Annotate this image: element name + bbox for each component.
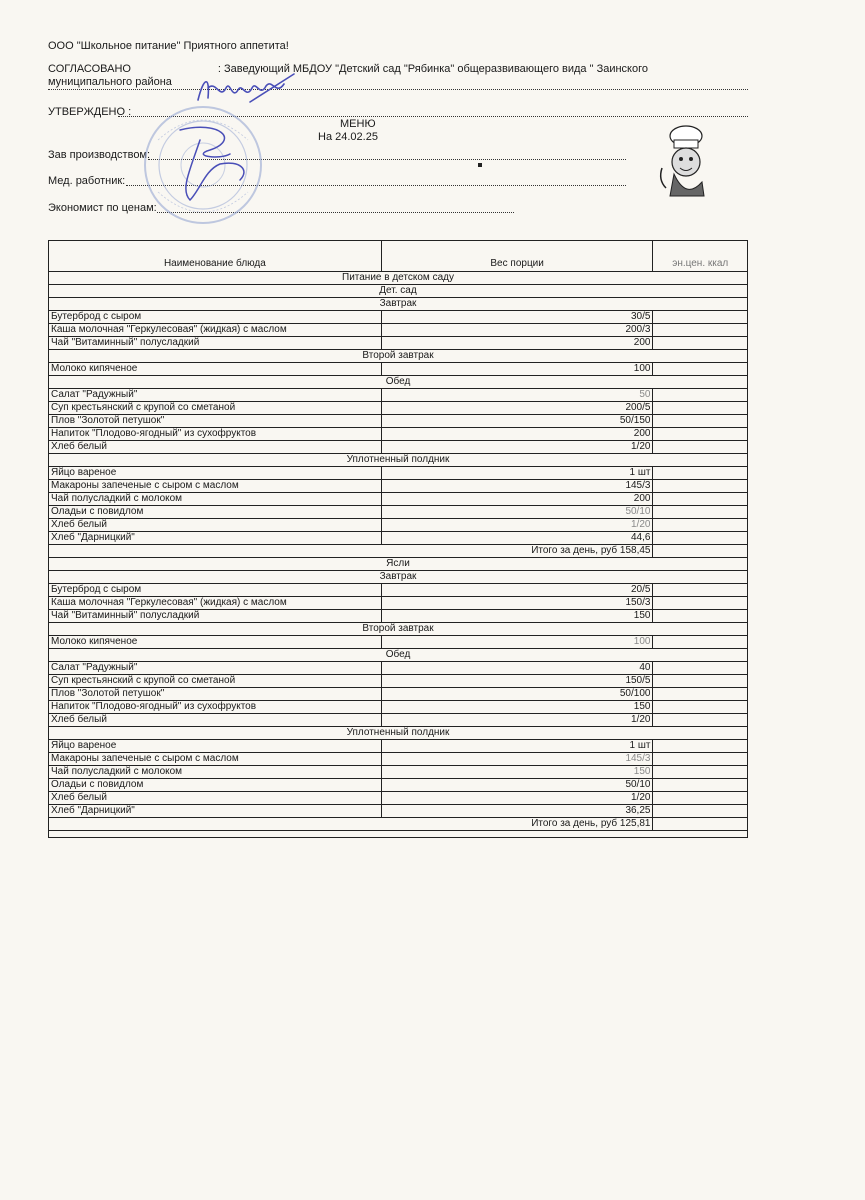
blank-cell bbox=[49, 831, 748, 838]
header-dish-name: Наименование блюда bbox=[49, 241, 382, 272]
dish-name: Хлеб белый bbox=[49, 519, 382, 532]
section-title: Уплотненный полдник bbox=[49, 454, 748, 467]
menu-table-body bbox=[49, 272, 748, 838]
day-total: Итого за день, руб 158,45 bbox=[381, 545, 653, 558]
header-energy: эн.цен. ккал bbox=[653, 241, 748, 272]
total-row bbox=[49, 818, 748, 831]
energy-cell bbox=[653, 545, 748, 558]
dish-name: Чай полусладкий с молоком bbox=[49, 493, 382, 506]
energy-cell bbox=[653, 363, 748, 376]
agreed-text-2: муниципального района bbox=[48, 76, 172, 88]
energy-cell bbox=[653, 584, 748, 597]
dot-mark bbox=[478, 163, 482, 167]
dish-name: Чай полусладкий с молоком bbox=[49, 766, 382, 779]
section-title: Второй завтрак bbox=[49, 350, 748, 363]
energy-cell bbox=[653, 753, 748, 766]
table-row bbox=[49, 519, 748, 532]
dish-name: Яйцо вареное bbox=[49, 740, 382, 753]
energy-cell bbox=[653, 324, 748, 337]
table-row bbox=[49, 337, 748, 350]
section-title: Обед bbox=[49, 649, 748, 662]
menu-date: На 24.02.25 bbox=[318, 131, 378, 143]
blank-row bbox=[49, 831, 748, 838]
portion-weight: 50/10 bbox=[381, 506, 653, 519]
portion-weight: 150 bbox=[381, 701, 653, 714]
portion-weight: 1 шт bbox=[381, 740, 653, 753]
production-label: Зав производством: bbox=[48, 149, 151, 161]
energy-cell bbox=[653, 428, 748, 441]
dish-name: Хлеб белый bbox=[49, 714, 382, 727]
dish-name: Салат "Радужный" bbox=[49, 389, 382, 402]
menu-title: МЕНЮ bbox=[340, 118, 376, 130]
table-row bbox=[49, 389, 748, 402]
section-row bbox=[49, 727, 748, 740]
portion-weight: 50/150 bbox=[381, 415, 653, 428]
energy-cell bbox=[653, 467, 748, 480]
dish-name: Молоко кипяченое bbox=[49, 363, 382, 376]
table-row bbox=[49, 584, 748, 597]
energy-cell bbox=[653, 506, 748, 519]
section-title: Обед bbox=[49, 376, 748, 389]
portion-weight: 44,6 bbox=[381, 532, 653, 545]
section-title: Дет. сад bbox=[49, 285, 748, 298]
dish-name: Хлеб "Дарницкий" bbox=[49, 805, 382, 818]
portion-weight: 200 bbox=[381, 428, 653, 441]
section-row bbox=[49, 376, 748, 389]
table-row bbox=[49, 467, 748, 480]
total-blank-cell bbox=[49, 545, 382, 558]
table-row bbox=[49, 480, 748, 493]
agreed-dotted-line bbox=[48, 89, 748, 90]
portion-weight: 36,25 bbox=[381, 805, 653, 818]
section-row bbox=[49, 272, 748, 285]
energy-cell bbox=[653, 415, 748, 428]
dish-name: Хлеб белый bbox=[49, 441, 382, 454]
dish-name: Яйцо вареное bbox=[49, 467, 382, 480]
energy-cell bbox=[653, 714, 748, 727]
dish-name: Суп крестьянский с крупой со сметаной bbox=[49, 402, 382, 415]
portion-weight: 150/5 bbox=[381, 675, 653, 688]
agreed-text: : Заведующий МБДОУ "Детский сад "Рябинка" общеразвивающего вида " Заинского bbox=[217, 63, 648, 75]
energy-cell bbox=[653, 311, 748, 324]
section-title: Завтрак bbox=[49, 571, 748, 584]
dish-name: Суп крестьянский с крупой со сметаной bbox=[49, 675, 382, 688]
energy-cell bbox=[653, 493, 748, 506]
table-row bbox=[49, 415, 748, 428]
table-row bbox=[49, 662, 748, 675]
handwritten-signature-icon bbox=[190, 70, 300, 110]
energy-cell bbox=[653, 441, 748, 454]
table-row bbox=[49, 311, 748, 324]
section-title: Второй завтрак bbox=[49, 623, 748, 636]
portion-weight: 1/20 bbox=[381, 714, 653, 727]
section-row bbox=[49, 558, 748, 571]
dish-name: Бутерброд с сыром bbox=[49, 311, 382, 324]
header-portion-weight: Вес порции bbox=[381, 241, 653, 272]
energy-cell bbox=[653, 402, 748, 415]
table-row bbox=[49, 428, 748, 441]
dish-name: Напиток "Плодово-ягодный" из сухофруктов bbox=[49, 701, 382, 714]
company-name: ООО "Школьное питание" Приятного аппетита! bbox=[48, 40, 289, 52]
portion-weight: 30/5 bbox=[381, 311, 653, 324]
portion-weight: 20/5 bbox=[381, 584, 653, 597]
energy-cell bbox=[653, 675, 748, 688]
chef-mascot-icon bbox=[656, 124, 716, 204]
portion-weight: 200/5 bbox=[381, 402, 653, 415]
total-row bbox=[49, 545, 748, 558]
energy-cell bbox=[653, 740, 748, 753]
table-row bbox=[49, 766, 748, 779]
medic-label: Мед. работник: bbox=[48, 175, 126, 187]
portion-weight: 1/20 bbox=[381, 441, 653, 454]
section-row bbox=[49, 571, 748, 584]
portion-weight: 145/3 bbox=[381, 480, 653, 493]
section-title: Уплотненный полдник bbox=[49, 727, 748, 740]
day-total: Итого за день, руб 125,81 bbox=[381, 818, 653, 831]
table-row bbox=[49, 493, 748, 506]
portion-weight: 50/100 bbox=[381, 688, 653, 701]
second-signature-icon bbox=[160, 120, 260, 210]
menu-table bbox=[48, 240, 748, 838]
economist-label: Экономист по ценам: bbox=[48, 202, 157, 214]
portion-weight: 150 bbox=[381, 766, 653, 779]
agreed-block bbox=[48, 63, 748, 89]
dish-name: Чай "Витаминный" полусладкий bbox=[49, 610, 382, 623]
section-row bbox=[49, 623, 748, 636]
energy-cell bbox=[653, 792, 748, 805]
table-row bbox=[49, 636, 748, 649]
portion-weight: 145/3 bbox=[381, 753, 653, 766]
dish-name: Каша молочная "Геркулесовая" (жидкая) с маслом bbox=[49, 597, 382, 610]
portion-weight: 50/10 bbox=[381, 779, 653, 792]
table-row bbox=[49, 688, 748, 701]
portion-weight: 100 bbox=[381, 636, 653, 649]
energy-cell bbox=[653, 519, 748, 532]
energy-cell bbox=[653, 597, 748, 610]
table-row bbox=[49, 532, 748, 545]
energy-cell bbox=[653, 480, 748, 493]
portion-weight: 200/3 bbox=[381, 324, 653, 337]
dish-name: Оладьи с повидлом bbox=[49, 506, 382, 519]
portion-weight: 1/20 bbox=[381, 792, 653, 805]
energy-cell bbox=[653, 766, 748, 779]
total-blank-cell bbox=[49, 818, 382, 831]
energy-cell bbox=[653, 532, 748, 545]
table-row bbox=[49, 610, 748, 623]
table-row bbox=[49, 701, 748, 714]
table-header-row bbox=[49, 241, 748, 272]
energy-cell bbox=[653, 389, 748, 402]
table-row bbox=[49, 597, 748, 610]
energy-cell bbox=[653, 610, 748, 623]
section-row bbox=[49, 285, 748, 298]
section-title: Завтрак bbox=[49, 298, 748, 311]
table-row bbox=[49, 402, 748, 415]
dish-name: Молоко кипяченое bbox=[49, 636, 382, 649]
portion-weight: 150/3 bbox=[381, 597, 653, 610]
energy-cell bbox=[653, 805, 748, 818]
dish-name: Макароны запеченые с сыром с маслом bbox=[49, 753, 382, 766]
portion-weight: 40 bbox=[381, 662, 653, 675]
dish-name: Плов "Золотой петушок" bbox=[49, 688, 382, 701]
table-row bbox=[49, 363, 748, 376]
section-row bbox=[49, 350, 748, 363]
approved-label: УТВЕРЖДЕНО : bbox=[48, 106, 132, 118]
energy-cell bbox=[653, 636, 748, 649]
portion-weight: 1/20 bbox=[381, 519, 653, 532]
table-row bbox=[49, 779, 748, 792]
dish-name: Чай "Витаминный" полусладкий bbox=[49, 337, 382, 350]
table-row bbox=[49, 805, 748, 818]
table-row bbox=[49, 324, 748, 337]
dish-name: Напиток "Плодово-ягодный" из сухофруктов bbox=[49, 428, 382, 441]
portion-weight: 50 bbox=[381, 389, 653, 402]
section-row bbox=[49, 454, 748, 467]
energy-cell bbox=[653, 688, 748, 701]
dish-name: Салат "Радужный" bbox=[49, 662, 382, 675]
section-row bbox=[49, 649, 748, 662]
dish-name: Оладьи с повидлом bbox=[49, 779, 382, 792]
energy-cell bbox=[653, 701, 748, 714]
portion-weight: 150 bbox=[381, 610, 653, 623]
dish-name: Макароны запеченые с сыром с маслом bbox=[49, 480, 382, 493]
table-row bbox=[49, 675, 748, 688]
dish-name: Плов "Золотой петушок" bbox=[49, 415, 382, 428]
dish-name: Бутерброд с сыром bbox=[49, 584, 382, 597]
agreed-label: СОГЛАСОВАНО bbox=[48, 63, 131, 75]
energy-cell bbox=[653, 818, 748, 831]
energy-cell bbox=[653, 779, 748, 792]
portion-weight: 1 шт bbox=[381, 467, 653, 480]
energy-cell bbox=[653, 337, 748, 350]
portion-weight: 200 bbox=[381, 337, 653, 350]
section-title: Ясли bbox=[49, 558, 748, 571]
agreed-row bbox=[48, 63, 648, 76]
table-row bbox=[49, 792, 748, 805]
table-row bbox=[49, 714, 748, 727]
portion-weight: 200 bbox=[381, 493, 653, 506]
table-row bbox=[49, 506, 748, 519]
section-title: Питание в детском саду bbox=[49, 272, 748, 285]
energy-cell bbox=[653, 662, 748, 675]
table-row bbox=[49, 740, 748, 753]
table-row bbox=[49, 441, 748, 454]
dish-name: Хлеб белый bbox=[49, 792, 382, 805]
table-row bbox=[49, 753, 748, 766]
dish-name: Каша молочная "Геркулесовая" (жидкая) с маслом bbox=[49, 324, 382, 337]
dish-name: Хлеб "Дарницкий" bbox=[49, 532, 382, 545]
section-row bbox=[49, 298, 748, 311]
portion-weight: 100 bbox=[381, 363, 653, 376]
